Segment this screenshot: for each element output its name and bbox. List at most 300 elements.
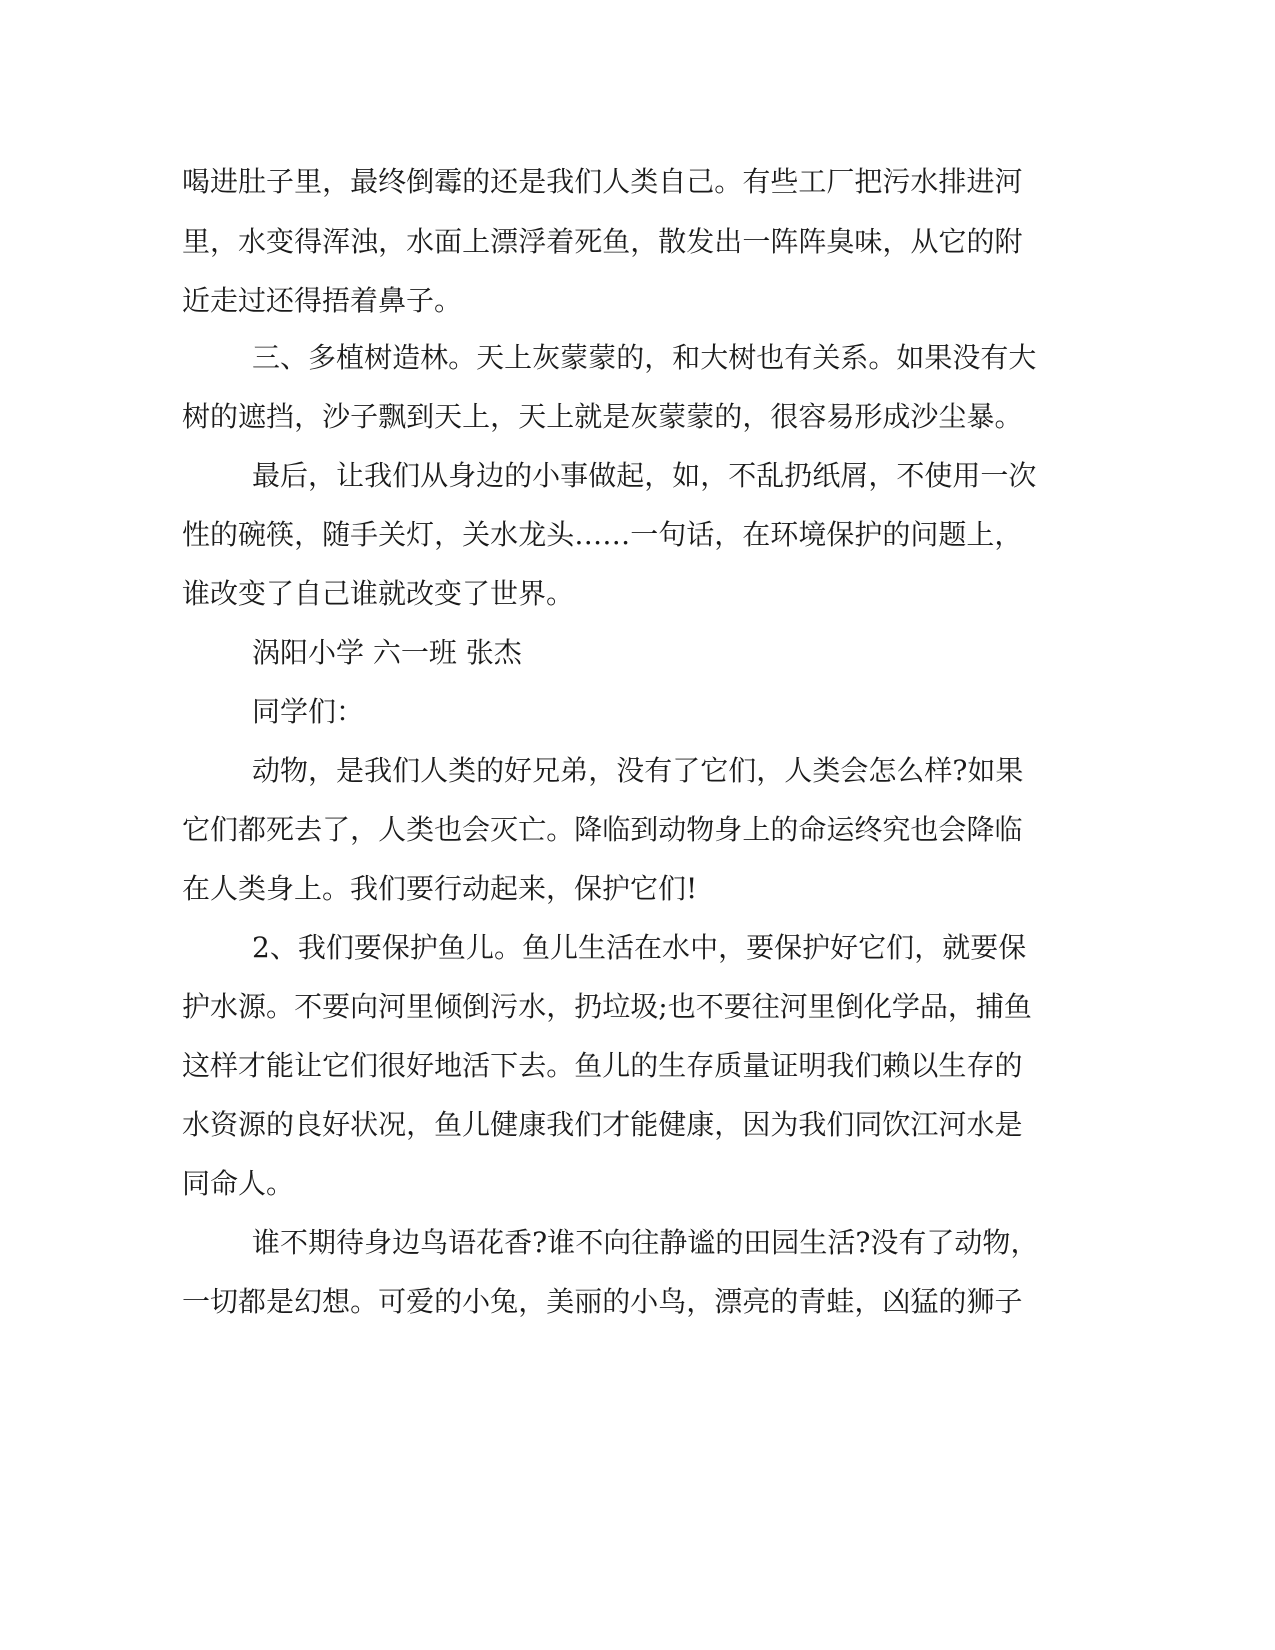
glyph: 树: [364, 341, 393, 374]
glyph: 厂: [826, 165, 855, 198]
glyph: 的: [630, 1049, 659, 1082]
glyph: 不: [294, 990, 323, 1023]
glyph: 才: [602, 1108, 631, 1141]
glyph: 污: [882, 165, 911, 198]
glyph: 变: [266, 225, 295, 258]
glyph: ，: [1010, 1226, 1039, 1259]
text-line: 谁改变了自己谁就改变了世界。: [182, 577, 575, 610]
glyph: 蛙: [826, 1285, 855, 1318]
glyph: 沙: [910, 400, 939, 433]
glyph: 臭: [826, 225, 855, 258]
glyph: 中: [690, 931, 719, 964]
glyph: 很: [378, 1049, 407, 1082]
glyph: 排: [938, 165, 967, 198]
glyph: 环: [770, 518, 799, 551]
glyph: 是: [994, 1108, 1023, 1141]
glyph: 里: [294, 165, 323, 198]
glyph: 鱼: [521, 931, 550, 964]
glyph: 好: [504, 754, 533, 787]
glyph: 是: [336, 754, 365, 787]
glyph: 青: [798, 1285, 827, 1318]
text-line: [252, 341, 1037, 375]
glyph: 人: [784, 754, 813, 787]
glyph: 里: [807, 990, 836, 1023]
glyph: 好: [406, 1049, 435, 1082]
glyph: 倒: [462, 990, 491, 1023]
glyph: 如: [896, 341, 925, 374]
glyph: 不: [280, 1226, 309, 1259]
glyph: 花: [476, 1226, 505, 1259]
glyph: 工: [798, 165, 827, 198]
glyph: 没: [952, 341, 981, 374]
glyph: 灰: [630, 400, 659, 433]
glyph: 的: [616, 341, 645, 374]
glyph: 尘: [938, 400, 967, 433]
glyph: 亡: [518, 813, 547, 846]
glyph: 园: [771, 1226, 800, 1259]
glyph: 香: [504, 1226, 533, 1259]
glyph: 我: [798, 1108, 827, 1141]
glyph: 。: [546, 813, 575, 846]
glyph: 终: [854, 813, 883, 846]
glyph: 是: [518, 165, 547, 198]
glyph: 们: [392, 459, 421, 492]
glyph: 让: [336, 459, 365, 492]
glyph: 肚: [238, 165, 267, 198]
glyph: 容: [798, 400, 827, 433]
glyph: 子: [350, 400, 379, 433]
glyph: 头: [546, 518, 575, 551]
glyph: 蒙: [658, 400, 687, 433]
glyph: ，: [882, 225, 911, 258]
glyph: ，: [490, 400, 519, 433]
glyph: 屑: [840, 459, 869, 492]
glyph: 阵: [798, 225, 827, 258]
glyph: 源: [238, 990, 267, 1023]
glyph: 保: [998, 931, 1027, 964]
glyph: 们: [325, 931, 354, 964]
glyph: 水: [210, 990, 239, 1023]
glyph: 话: [686, 518, 715, 551]
glyph: ，: [947, 990, 976, 1023]
glyph: 待: [336, 1226, 365, 1259]
glyph: 品: [919, 990, 948, 1023]
glyph: 人: [420, 754, 449, 787]
glyph: 做: [588, 459, 617, 492]
glyph: 了: [322, 813, 351, 846]
glyph: 子: [994, 1285, 1023, 1318]
glyph: 扔: [574, 990, 603, 1023]
text-line: [182, 1285, 1023, 1319]
text-line: [252, 754, 1024, 788]
glyph: 切: [210, 1285, 239, 1318]
glyph: 终: [378, 165, 407, 198]
glyph: 上: [742, 813, 771, 846]
glyph: 的: [938, 1285, 967, 1318]
text-line: [182, 165, 1023, 199]
glyph: 兄: [532, 754, 561, 787]
text-line: [182, 1108, 1023, 1142]
text-line: 在人类身上。我们要行动起来，保护它们!: [182, 872, 698, 905]
glyph: 进: [210, 165, 239, 198]
glyph: 它: [938, 225, 967, 258]
glyph: 么: [896, 754, 925, 787]
glyph: 兔: [490, 1285, 519, 1318]
glyph: 起: [616, 459, 645, 492]
glyph: 要: [353, 931, 382, 964]
glyph: 漂: [714, 1285, 743, 1318]
glyph: 出: [714, 225, 743, 258]
glyph: ，: [700, 459, 729, 492]
glyph: 人: [378, 813, 407, 846]
glyph: 们: [728, 754, 757, 787]
glyph: 有: [644, 754, 673, 787]
glyph: 飘: [378, 400, 407, 433]
glyph: 也: [667, 990, 696, 1023]
glyph: ，: [994, 518, 1023, 551]
glyph: 况: [378, 1108, 407, 1141]
glyph: 生: [578, 931, 607, 964]
glyph: 赖: [882, 1049, 911, 1082]
glyph: 活: [606, 931, 635, 964]
glyph: 散: [658, 225, 687, 258]
glyph: 身: [364, 1226, 393, 1259]
glyph: ，: [210, 225, 239, 258]
glyph: 丽: [574, 1285, 603, 1318]
glyph: 造: [392, 341, 421, 374]
glyph: 样: [924, 754, 953, 787]
glyph: 要: [322, 990, 351, 1023]
glyph: 化: [863, 990, 892, 1023]
glyph: 。: [714, 165, 743, 198]
glyph: 源: [238, 1108, 267, 1141]
glyph: 谁: [547, 1226, 576, 1259]
glyph: 河: [994, 165, 1023, 198]
glyph: 的: [602, 1285, 631, 1318]
glyph: 有: [784, 341, 813, 374]
glyph: 我: [364, 754, 393, 787]
glyph: 证: [770, 1049, 799, 1082]
glyph: 鱼: [437, 931, 466, 964]
glyph: 的: [994, 1049, 1023, 1082]
glyph: 我: [546, 1108, 575, 1141]
glyph: 保: [381, 931, 410, 964]
glyph: 小: [532, 459, 561, 492]
glyph: 不: [896, 459, 925, 492]
glyph: 边: [476, 459, 505, 492]
glyph: 它: [700, 754, 729, 787]
glyph: 也: [756, 341, 785, 374]
glyph: 类: [812, 754, 841, 787]
glyph: 是: [602, 400, 631, 433]
glyph: 了: [926, 1226, 955, 1259]
glyph: 水: [182, 1108, 211, 1141]
glyph: 鱼: [434, 1108, 463, 1141]
glyph: 明: [798, 1049, 827, 1082]
glyph: 龙: [518, 518, 547, 551]
glyph: 也: [434, 813, 463, 846]
glyph: ，: [308, 754, 337, 787]
glyph: 去: [294, 813, 323, 846]
glyph: 怎: [868, 754, 897, 787]
glyph: 谧: [687, 1226, 716, 1259]
glyph: 污: [490, 990, 519, 1023]
glyph: 手: [350, 518, 379, 551]
glyph: 得: [294, 225, 323, 258]
glyph: ，: [322, 165, 351, 198]
glyph: 的: [770, 1285, 799, 1318]
glyph: 们: [350, 1049, 379, 1082]
glyph: 江: [910, 1108, 939, 1141]
glyph: 阵: [770, 225, 799, 258]
glyph: 倒: [406, 165, 435, 198]
glyph: 果: [924, 341, 953, 374]
glyph: 它: [322, 1049, 351, 1082]
glyph: ，: [308, 459, 337, 492]
glyph: 鸟: [420, 1226, 449, 1259]
glyph: 的: [266, 1108, 295, 1141]
glyph: ?: [532, 1226, 548, 1259]
glyph: 自: [658, 165, 687, 198]
glyph: 生: [799, 1226, 828, 1259]
glyph: 下: [490, 1049, 519, 1082]
glyph: 有: [898, 1226, 927, 1259]
glyph: 儿: [602, 1049, 631, 1082]
text-line: [182, 400, 1023, 434]
glyph: 关: [812, 341, 841, 374]
text-line: 同命人。: [182, 1167, 295, 1200]
glyph: 一: [742, 225, 771, 258]
glyph: 往: [631, 1226, 660, 1259]
glyph: 多: [308, 341, 337, 374]
text-line: [182, 1049, 1023, 1083]
glyph: 植: [336, 341, 365, 374]
glyph: 天: [518, 400, 547, 433]
glyph: 、: [269, 931, 298, 964]
glyph: 就: [574, 400, 603, 433]
glyph: 运: [826, 813, 855, 846]
glyph: 如: [672, 459, 701, 492]
glyph: 灭: [490, 813, 519, 846]
glyph: 我: [546, 165, 575, 198]
glyph: 田: [743, 1226, 772, 1259]
glyph: 。: [350, 1285, 379, 1318]
glyph: ，: [630, 225, 659, 258]
glyph: 活: [827, 1226, 856, 1259]
glyph: 些: [770, 165, 799, 198]
glyph: 。: [266, 990, 295, 1023]
glyph: 捕: [975, 990, 1004, 1023]
glyph: 在: [634, 931, 663, 964]
glyph: 它: [858, 931, 887, 964]
glyph: 儿: [465, 931, 494, 964]
glyph: 浮: [518, 225, 547, 258]
glyph: 形: [854, 400, 883, 433]
glyph: 了: [672, 754, 701, 787]
glyph: 儿: [462, 1108, 491, 1141]
glyph: 到: [630, 813, 659, 846]
glyph: 良: [294, 1108, 323, 1141]
glyph: 系: [840, 341, 869, 374]
glyph: ，: [854, 1285, 883, 1318]
glyph: 灯: [406, 518, 435, 551]
glyph: 还: [490, 165, 519, 198]
glyph: 林: [420, 341, 449, 374]
glyph: ，: [434, 518, 463, 551]
glyph: 状: [350, 1108, 379, 1141]
glyph: 的: [462, 165, 491, 198]
glyph: 健: [490, 1108, 519, 1141]
glyph: 问: [910, 518, 939, 551]
glyph: 护: [802, 931, 831, 964]
glyph: ，: [914, 931, 943, 964]
glyph: 树: [728, 341, 757, 374]
glyph: 易: [826, 400, 855, 433]
glyph: 降: [966, 813, 995, 846]
glyph: 大: [700, 341, 729, 374]
glyph: 要: [746, 931, 775, 964]
glyph: 护: [182, 990, 211, 1023]
glyph: 量: [742, 1049, 771, 1082]
glyph: 小: [462, 1285, 491, 1318]
glyph: 不: [728, 459, 757, 492]
glyph: 物: [686, 813, 715, 846]
glyph: 健: [658, 1108, 687, 1141]
glyph: 死: [266, 813, 295, 846]
glyph: ，: [378, 225, 407, 258]
glyph: ，: [350, 813, 379, 846]
glyph: 能: [266, 1049, 295, 1082]
glyph: 身: [714, 813, 743, 846]
glyph: 因: [742, 1108, 771, 1141]
glyph: ，: [588, 754, 617, 787]
glyph: 大: [1008, 341, 1037, 374]
text-line: [182, 518, 1023, 552]
glyph: 用: [952, 459, 981, 492]
text-line: [182, 225, 1023, 259]
glyph: ，: [644, 341, 673, 374]
glyph: 可: [378, 1285, 407, 1318]
glyph: 期: [308, 1226, 337, 1259]
glyph: 的: [770, 813, 799, 846]
glyph: 不: [575, 1226, 604, 1259]
glyph: 从: [420, 459, 449, 492]
glyph: 遮: [238, 400, 267, 433]
glyph: 动: [658, 813, 687, 846]
glyph: 不: [695, 990, 724, 1023]
glyph: 生: [938, 1049, 967, 1082]
glyph: 这: [182, 1049, 211, 1082]
glyph: ，: [868, 459, 897, 492]
glyph: 一: [980, 459, 1009, 492]
glyph: 我: [826, 1049, 855, 1082]
glyph: 能: [630, 1108, 659, 1141]
glyph: 亮: [742, 1285, 771, 1318]
glyph: 句: [658, 518, 687, 551]
glyph: 想: [322, 1285, 351, 1318]
glyph: 垃: [602, 990, 631, 1023]
glyph: ，: [294, 400, 323, 433]
glyph: 们: [574, 1108, 603, 1141]
glyph: 地: [434, 1049, 463, 1082]
glyph: 要: [970, 931, 999, 964]
glyph: 从: [910, 225, 939, 258]
glyph: 着: [546, 225, 575, 258]
glyph: 上: [966, 518, 995, 551]
glyph: 存: [966, 1049, 995, 1082]
glyph: 护: [854, 518, 883, 551]
glyph: 水: [966, 1108, 995, 1141]
glyph: 树: [182, 400, 211, 433]
glyph: 子: [266, 165, 295, 198]
glyph: 扔: [784, 459, 813, 492]
glyph: 就: [942, 931, 971, 964]
glyph: 的: [210, 518, 239, 551]
glyph: 鸟: [658, 1285, 687, 1318]
glyph: 在: [742, 518, 771, 551]
glyph: ，: [742, 400, 771, 433]
glyph: 天: [434, 400, 463, 433]
glyph: 上: [462, 400, 491, 433]
glyph: 水: [910, 165, 939, 198]
glyph: 灰: [532, 341, 561, 374]
glyph: 类: [630, 165, 659, 198]
glyph: 没: [870, 1226, 899, 1259]
glyph: 质: [714, 1049, 743, 1082]
glyph: 以: [910, 1049, 939, 1082]
glyph: 小: [630, 1285, 659, 1318]
glyph: 饮: [882, 1108, 911, 1141]
glyph: 霉: [434, 165, 463, 198]
glyph: 使: [924, 459, 953, 492]
glyph: ，: [294, 518, 323, 551]
glyph: 水: [490, 518, 519, 551]
glyph: ，: [714, 518, 743, 551]
glyph: ，: [686, 1285, 715, 1318]
glyph: 筷: [266, 518, 295, 551]
glyph: 人: [602, 165, 631, 198]
glyph: 边: [392, 1226, 421, 1259]
text-line: [252, 459, 1037, 493]
glyph: 河: [779, 990, 808, 1023]
glyph: 挡: [266, 400, 295, 433]
glyph: 上: [546, 400, 575, 433]
glyph: 保: [826, 518, 855, 551]
glyph: 喝: [182, 165, 211, 198]
glyph: 谁: [252, 1226, 281, 1259]
glyph: 存: [686, 1049, 715, 1082]
glyph: 鱼: [1003, 990, 1032, 1023]
glyph: ?: [952, 754, 968, 787]
glyph: ?: [855, 1226, 871, 1259]
glyph: 漂: [490, 225, 519, 258]
glyph: 和: [672, 341, 701, 374]
glyph: 碗: [238, 518, 267, 551]
glyph: 去: [518, 1049, 547, 1082]
glyph: 最: [252, 459, 281, 492]
glyph: 把: [854, 165, 883, 198]
glyph: 性: [182, 518, 211, 551]
glyph: 里: [406, 990, 435, 1023]
glyph: 如: [967, 754, 996, 787]
glyph: …: [602, 518, 631, 551]
glyph: 暴: [966, 400, 995, 433]
glyph: 水: [518, 990, 547, 1023]
glyph: 。: [448, 341, 477, 374]
glyph: 们: [210, 813, 239, 846]
glyph: 的: [210, 400, 239, 433]
glyph: 语: [448, 1226, 477, 1259]
